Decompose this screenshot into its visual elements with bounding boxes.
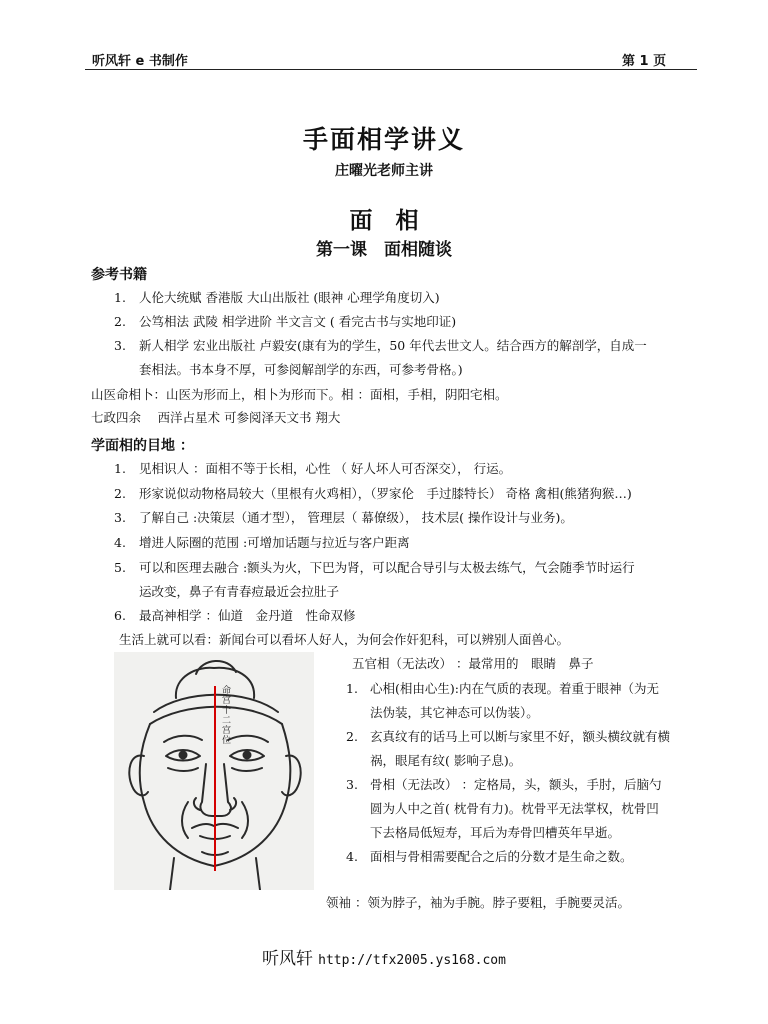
lesson-title: 第一课 面相随谈 [316,240,452,260]
list-item-number: 4. [346,849,358,864]
list-item-number: 5. [114,560,126,575]
list-item-number: 2. [114,314,126,329]
header-rule [85,69,697,70]
list-item-number: 1. [114,290,126,305]
lecturer: 庄曜光老师主讲 [335,163,433,179]
footer-url[interactable]: http://tfx2005.ys168.com [318,953,506,968]
list-item: 增进人际圈的范围 :可增加话题与拉近与客户距离 [139,535,410,550]
list-item-number: 4. [114,535,126,550]
list-item: 骨相（无法改） ：定格局，头，额头，手肘，后脑勺 [370,777,662,792]
list-item-continuation: 下去格局低短寿，耳后为寿骨凹槽英年早逝。 [370,825,621,840]
face-centerline [214,686,216,871]
list-item-continuation: 圆为人中之首( 枕骨有力)。枕骨平无法掌权，枕骨凹 [370,801,659,816]
list-item: 了解自己 :决策层（通才型）， 管理层（ 幕僚级）， 技术层( 操作设计与业务)。 [139,510,573,525]
list-item: 公笃相法 武陵 相学进阶 半文言文 ( 看完古书与实地印证) [139,314,457,329]
chapter-title: 面 相 [349,207,419,234]
list-item: 最高神相学 ：仙道 金丹道 性命双修 [139,608,356,623]
list-item-number: 2. [114,486,126,501]
list-item-number: 3. [114,510,126,525]
note-line: 山医命相卜：山医为形而上，相卜为形而下。相 ：面相，手相，阴阳宅相。 [91,387,508,402]
list-item-number: 6. [114,608,126,623]
list-item: 见相识人 ：面相不等于长相，心性 （ 好人坏人可否深交）， 行运。 [139,461,512,476]
features-intro: 五官相（无法改） ：最常用的 眼睛 鼻子 [352,656,594,671]
list-item-number: 1. [346,681,358,696]
list-item: 人伦大统赋 香港版 大山出版社 (眼神 心理学角度切入) [139,290,440,305]
list-item: 新人相学 宏业出版社 卢毅安(康有为的学生，50 年代去世文人。结合西方的解剖学，自成一 [139,338,647,353]
page-number: 第 1 页 [622,54,667,69]
list-item: 可以和医理去融合 :额头为火，下巴为肾，可以配合导引与太极去练气，气会随季节时运行 [139,560,635,575]
list-item: 形家说似动物格局较大（里根有火鸡相），（罗家伦 手过膝特长） 奇格 禽相(熊猪狗猴…) [139,486,632,501]
list-item-number: 2. [346,729,358,744]
list-item-number: 3. [346,777,358,792]
list-item-continuation: 运改变，鼻子有青春痘最近会拉肚子 [139,584,340,599]
list-item-continuation: 法伪装，其它神态可以伪装）。 [370,705,539,720]
list-item: 玄真纹有的话马上可以断与家里不好，额头横纹就有横 [370,729,671,744]
footer-site-name: 听风轩 [262,949,314,969]
note-line: 生活上就可以看：新闻台可以看坏人好人，为何会作奸犯科，可以辨别人面兽心。 [119,632,570,647]
list-item: 心相(相由心生):内在气质的表现。着重于眼神（为无 [370,681,659,696]
footer [0,944,768,969]
list-item-continuation: 套相法。书本身不厚，可参阅解剖学的东西，可参考骨格。) [139,362,463,377]
page-title: 手面相学讲义 [302,125,465,154]
refs-heading: 参考书籍 [91,267,147,283]
list-item: 面相与骨相需要配合之后的分数才是生命之数。 [370,849,633,864]
list-item-continuation: 祸，眼尾有纹( 影响子息)。 [370,753,522,768]
figure-label: 命宫十二宫位 [222,686,232,746]
collar-note: 领袖 ：领为脖子，袖为手腕。脖子要粗，手腕要灵活。 [326,895,630,910]
note-line: 七政四余 西洋占星术 可参阅泽天文书 翔大 [91,410,341,425]
header-left: 听风轩 e 书制作 [92,54,188,69]
list-item-number: 3. [114,338,126,353]
goals-heading: 学面相的目地 ： [91,438,194,454]
list-item-number: 1. [114,461,126,476]
